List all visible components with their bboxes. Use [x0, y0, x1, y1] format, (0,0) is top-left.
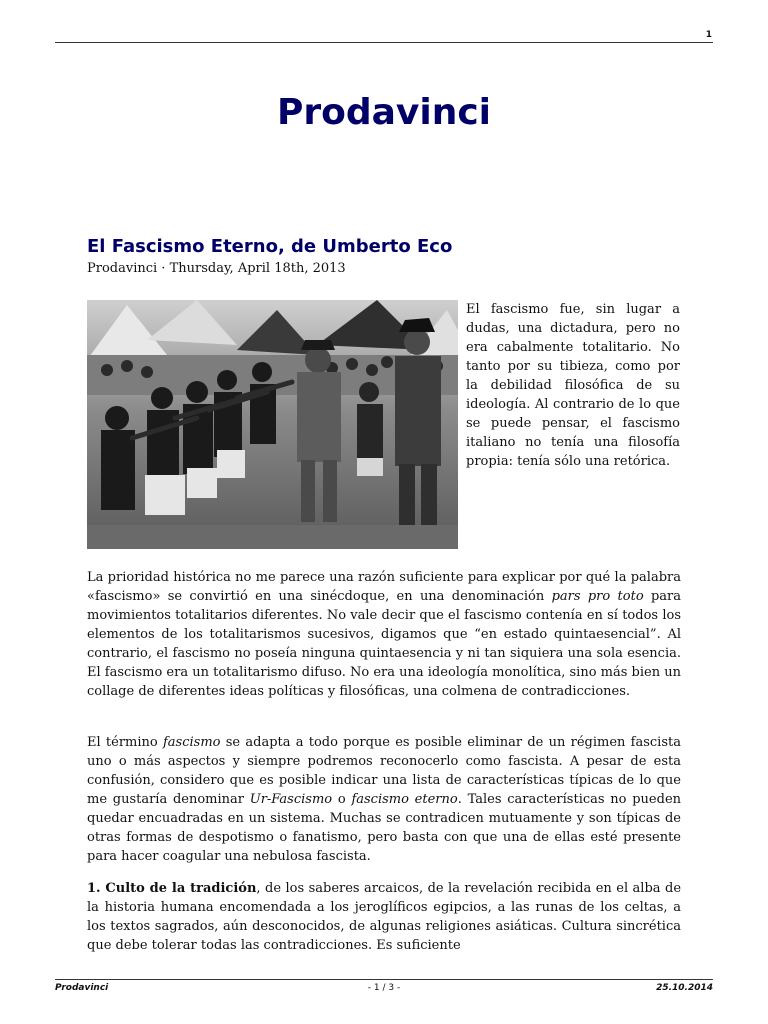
intro-paragraph: El fascismo fue, sin lugar a dudas, una dictadura, pero no era cabalmente totalitario. No tanto por su tibieza, como por la debilidad filosófica de su ideología. Al contrario de lo que se puede pensar, el fascismo italiano no tenía una filosofía propia: tenía sólo una retórica. — [466, 302, 680, 469]
paragraph-2 — [87, 733, 681, 866]
article-photo — [87, 300, 458, 549]
paragraph-2-text-c: o — [332, 792, 352, 807]
paragraph-2-text-a: El término — [87, 735, 163, 750]
footer-date: 25.10.2014 — [656, 983, 713, 993]
paragraph-2-italic-c: fascismo eterno — [351, 792, 458, 807]
paragraph-1-italic: pars pro toto — [551, 589, 644, 604]
header-rule — [55, 42, 713, 43]
footer-rule — [55, 979, 713, 980]
paragraph-1-text-a: La prioridad histórica no me parece una razón suficiente para explicar por qué la palabra «fascismo» se convirtió en una sinécdoque, en una denominación — [87, 570, 681, 604]
paragraph-2-text-d: . Tales características no pueden quedar encuadradas en un sistema. Muchas se contradicen mutuamente y son típicas de otras formas de despotismo o fanatismo, pero basta con que una de ellas esté presente para hacer coagular una nebulosa fascista. — [87, 792, 682, 864]
paragraph-3 — [87, 879, 681, 955]
article-title: El Fascismo Eterno, de Umberto Eco — [87, 236, 453, 257]
article-byline: Prodavinci · Thursday, April 18th, 2013 — [87, 261, 346, 276]
paragraph-1-text-b: para movimientos totalitarios diferentes. No vale decir que el fascismo contenía en sí todos los elementos de los totalitarismos sucesivos, digamos que “en estado quintaesencial”. Al contrario, el fascismo no poseía ninguna quintaesencia y ni tan siquiera una sola esencia. El fascismo era un totalitarismo difuso. No era una ideología monolítica, sino más bien un collage de diferentes ideas políticas y filosóficas, una colmena de contradicciones. — [87, 589, 682, 699]
footer-site-name: Prodavinci — [55, 983, 109, 993]
paragraph-3-text: , de los saberes arcaicos, de la revelación recibida en el alba de la historia humana encomendada a los jeroglíficos egipcios, a las runas de los celtas, a los textos sagrados, aún desconocidos, de algunas religiones asiáticas. Cultura sincrética que debe tolerar todas las contradicciones. Es suficiente — [87, 881, 681, 953]
footer-page-indicator: - 1 / 3 - — [367, 983, 401, 993]
paragraph-3-heading: 1. Culto de la tradición — [87, 881, 257, 896]
paragraph-1 — [87, 568, 681, 701]
paragraph-2-text-b: se adapta a todo porque es posible eliminar de un régimen fascista uno o más aspectos y siempre podremos reconocerlo como fascista. A pesar de esta confusión, considero que es posible indicar una lista de características típicas de lo que me gustaría denominar — [87, 735, 681, 807]
site-title: Prodavinci — [276, 92, 492, 133]
paragraph-2-italic-a: fascismo — [162, 735, 221, 750]
page-number: 1 — [705, 30, 712, 40]
paragraph-2-italic-b: Ur-Fascismo — [249, 792, 333, 807]
